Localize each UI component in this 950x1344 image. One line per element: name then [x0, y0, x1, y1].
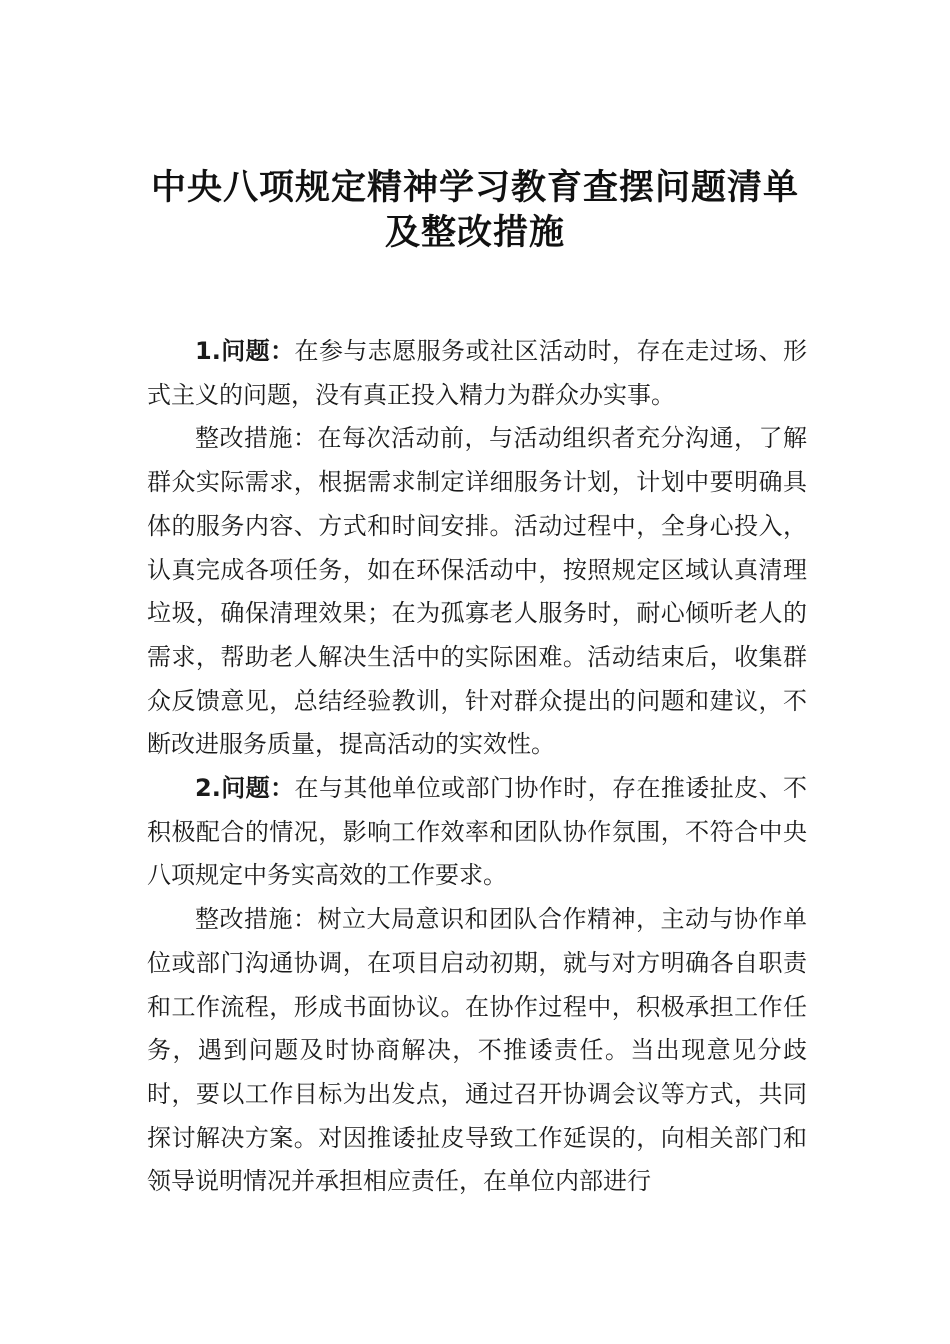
- document-title-line-1: 中央八项规定精神学习教育查摆问题清单: [150, 167, 799, 208]
- measure-paragraph-2: 整改措施：树立大局意识和团队合作精神，主动与协作单位或部门沟通协调，在项目启动初期，就与对方明确各自职责和工作流程，形成书面协议。在协作过程中，积极承担工作任务，遇到问题及时协商解决，不推诿责任。当出现意见分歧时，要以工作目标为出发点，通过召开协调会议等方式，共同探讨解决方案。对因推诿扯皮导致工作延误的，向相关部门和领导说明情况并承担相应责任，在单位内部进行: [147, 905, 807, 1196]
- problem-paragraph-2: [147, 767, 807, 898]
- problem-paragraph-1: [147, 330, 807, 417]
- measure-paragraph-1: 整改措施：在每次活动前，与活动组织者充分沟通，了解群众实际需求，根据需求制定详细服务计划，计划中要明确具体的服务内容、方式和时间安排。活动过程中，全身心投入，认真完成各项任务，如在环保活动中，按照规定区域认真清理垃圾，确保清理效果；在为孤寡老人服务时，耐心倾听老人的需求，帮助老人解决生活中的实际困难。活动结束后，收集群众反馈意见，总结经验教训，针对群众提出的问题和建议，不断改进服务质量，提高活动的实效性。: [147, 424, 807, 759]
- problem-label-2: 2.问题：: [195, 774, 295, 803]
- problem-label-1: 1.问题：: [195, 337, 295, 365]
- problem-text-1: 在参与志愿服务或社区活动时，存在走过场、形式主义的问题，没有真正投入精力为群众办实事。: [147, 337, 807, 409]
- document-title-line-2: 及整改措施: [384, 212, 565, 253]
- problem-text-2: 在与其他单位或部门协作时，存在推诿扯皮、不积极配合的情况，影响工作效率和团队协作氛围，不符合中央八项规定中务实高效的工作要求。: [147, 774, 807, 890]
- document-body: [147, 330, 807, 1204]
